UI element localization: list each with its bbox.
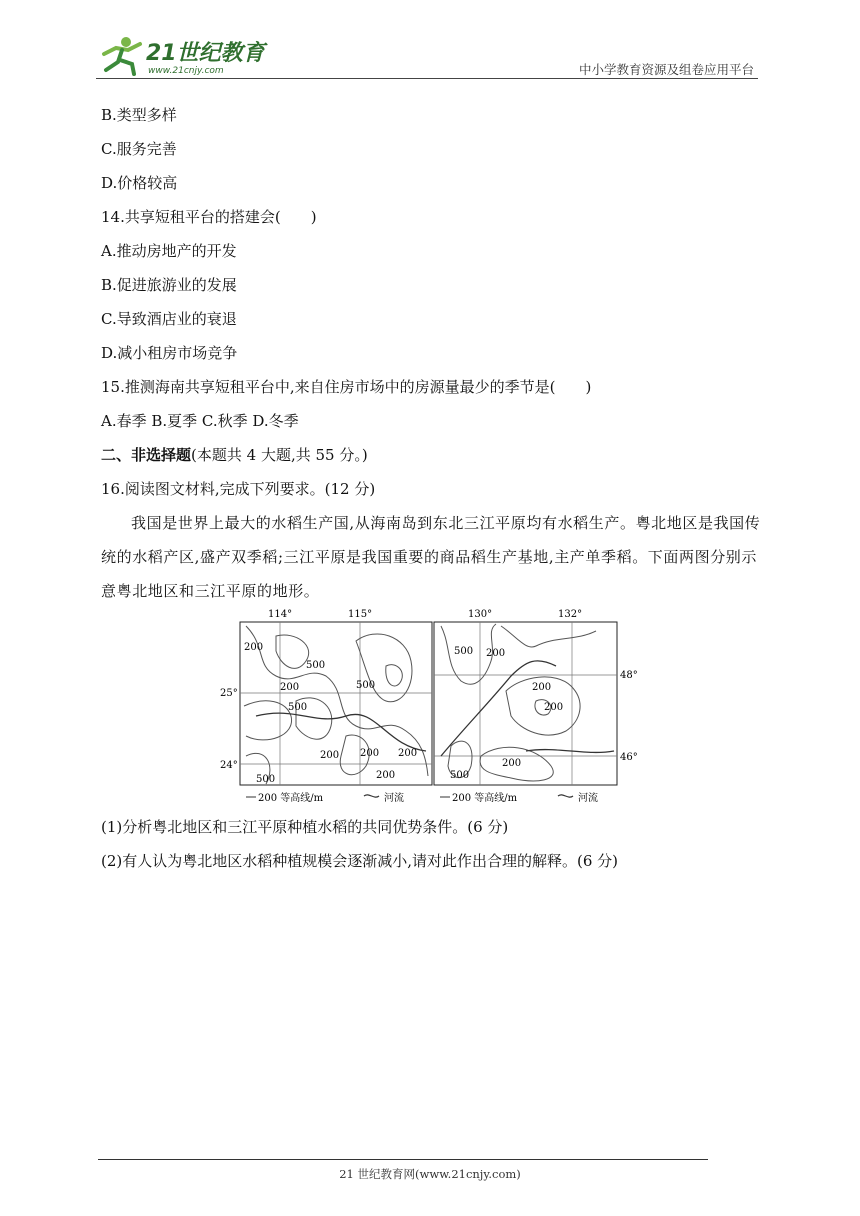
q14-option-d: D.减小租房市场竞争: [101, 344, 238, 362]
q14-option-b: B.促进旅游业的发展: [101, 276, 237, 294]
right-lon-130: 130°: [468, 609, 493, 620]
q14-option-c: C.导致酒店业的衰退: [101, 310, 237, 328]
left-lon-115: 115°: [348, 609, 373, 620]
left-lon-114: 114°: [268, 609, 293, 620]
svg-text:21世纪教育: 21世纪教育: [146, 41, 265, 66]
q16-sub2: (2)有人认为粤北地区水稻种植规模会逐渐减小,请对此作出合理的解释。(6 分): [101, 852, 619, 870]
section-note: (本题共 4 大题,共 55 分。): [191, 446, 368, 464]
left-lat-24: 24°: [220, 760, 238, 771]
left-contour-label: 500: [306, 660, 326, 671]
right-legend-river: 河流: [578, 793, 598, 804]
left-contour-label: 200: [360, 748, 380, 759]
left-legend-river: 河流: [384, 793, 404, 804]
left-contour-label: 500: [356, 680, 376, 691]
left-contour-label: 200: [320, 750, 340, 761]
q15-stem: 15.推测海南共享短租平台中,来自住房市场中的房源量最少的季节是( ): [101, 378, 592, 396]
page-header: [96, 32, 758, 80]
right-contour-label: 200: [486, 648, 506, 659]
left-legend-contour: 200 等高线/m: [258, 793, 324, 804]
map-sanjiang: [434, 609, 638, 804]
right-lat-48: 48°: [620, 670, 638, 681]
section-heading: [101, 445, 368, 465]
right-legend-contour: 200 等高线/m: [452, 793, 518, 804]
left-lat-25: 25°: [220, 688, 238, 699]
q15-options: A.春季 B.夏季 C.秋季 D.冬季: [101, 412, 299, 430]
footer-divider: [98, 1159, 708, 1160]
header-divider: [96, 78, 758, 79]
right-contour-label: 500: [454, 646, 474, 657]
q16-sub1: (1)分析粤北地区和三江平原种植水稻的共同优势条件。(6 分): [101, 818, 509, 836]
right-lon-132: 132°: [558, 609, 583, 620]
q14-stem: 14.共享短租平台的搭建会( ): [101, 208, 317, 226]
right-contour-label: 200: [532, 682, 552, 693]
map-yuebei: [220, 609, 432, 804]
q13-option-d: D.价格较高: [101, 174, 178, 192]
terrain-maps: [220, 606, 638, 806]
section-title: 二、非选择题: [101, 446, 192, 464]
site-logo: [96, 32, 266, 78]
svg-text:www.21cnjy.com: www.21cnjy.com: [148, 66, 224, 76]
right-lat-46: 46°: [620, 752, 638, 763]
right-contour-label: 200: [544, 702, 564, 713]
q13-option-c: C.服务完善: [101, 140, 177, 158]
left-contour-label: 500: [288, 702, 308, 713]
q13-option-b: B.类型多样: [101, 106, 177, 124]
q16-material-paragraph: 我国是世界上最大的水稻生产国,从海南岛到东北三江平原均有水稻生产。粤北地区是我国传统的水稻产区,盛产双季稻;三江平原是我国重要的商品稻生产基地,主产单季稻。下面两图分别示意粤北地区和三江平原的地形。: [101, 514, 761, 600]
header-platform-name: 中小学教育资源及组卷应用平台: [578, 62, 754, 77]
q16-stem: 16.阅读图文材料,完成下列要求。(12 分): [101, 480, 376, 498]
left-contour-label: 200: [244, 642, 264, 653]
left-contour-label: 200: [398, 748, 418, 759]
left-contour-label: 500: [256, 774, 276, 785]
left-contour-label: 200: [280, 682, 300, 693]
page-footer: 21 世纪教育网(www.21cnjy.com): [339, 1167, 521, 1181]
left-contour-label: 200: [376, 770, 396, 781]
q14-option-a: A.推动房地产的开发: [101, 242, 237, 260]
right-contour-label: 500: [450, 770, 470, 781]
right-contour-label: 200: [502, 758, 522, 769]
